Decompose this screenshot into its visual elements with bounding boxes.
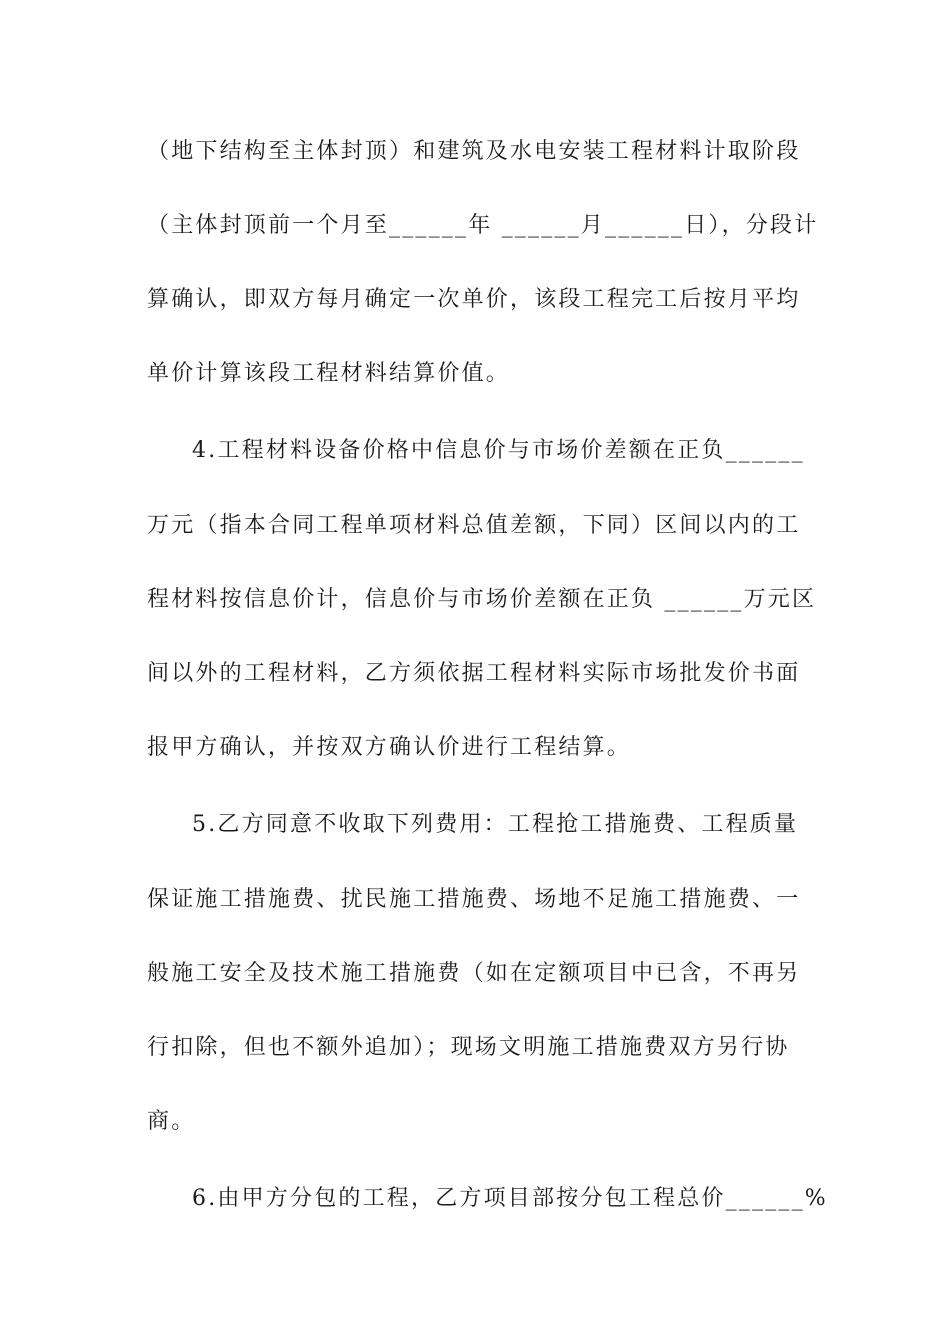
text-line: （地下结构至主体封顶）和建筑及水电安装工程材料计取阶段 [147, 139, 801, 164]
paragraph-4-first-line: 4.工程材料设备价格中信息价与市场价差额在正负______ [192, 438, 805, 463]
text-line: 报甲方确认，并按双方确认价进行工程结算。 [147, 735, 632, 760]
paragraph-6-first-line: 6.由甲方分包的工程，乙方项目部按分包工程总价______% [192, 1186, 828, 1211]
text-line: 间以外的工程材料，乙方须依据工程材料实际市场批发价书面 [147, 661, 801, 686]
text-line: 程材料按信息价计，信息价与市场价差额在正负 ______万元区 [147, 587, 817, 612]
text-line: 行扣除，但也不额外追加）；现场文明施工措施费双方另行协 [147, 1035, 790, 1060]
text-line: 万元（指本合同工程单项材料总值差额，下同）区间以内的工 [147, 513, 801, 538]
text-line: 商。 [147, 1109, 196, 1134]
text-line: 算确认，即双方每月确定一次单价，该段工程完工后按月平均 [147, 287, 801, 312]
text-line: （主体封顶前一个月至______年 ______月______日），分段计 [147, 213, 819, 238]
text-line: 保证施工措施费、扰民施工措施费、场地不足施工措施费、一 [147, 887, 801, 912]
text-line: 般施工安全及技术施工措施费（如在定额项目中已含，不再另 [147, 961, 801, 986]
text-line: 单价计算该段工程材料结算价值。 [147, 361, 511, 386]
paragraph-5-first-line: 5.乙方同意不收取下列费用：工程抢工措施费、工程质量 [192, 812, 799, 837]
